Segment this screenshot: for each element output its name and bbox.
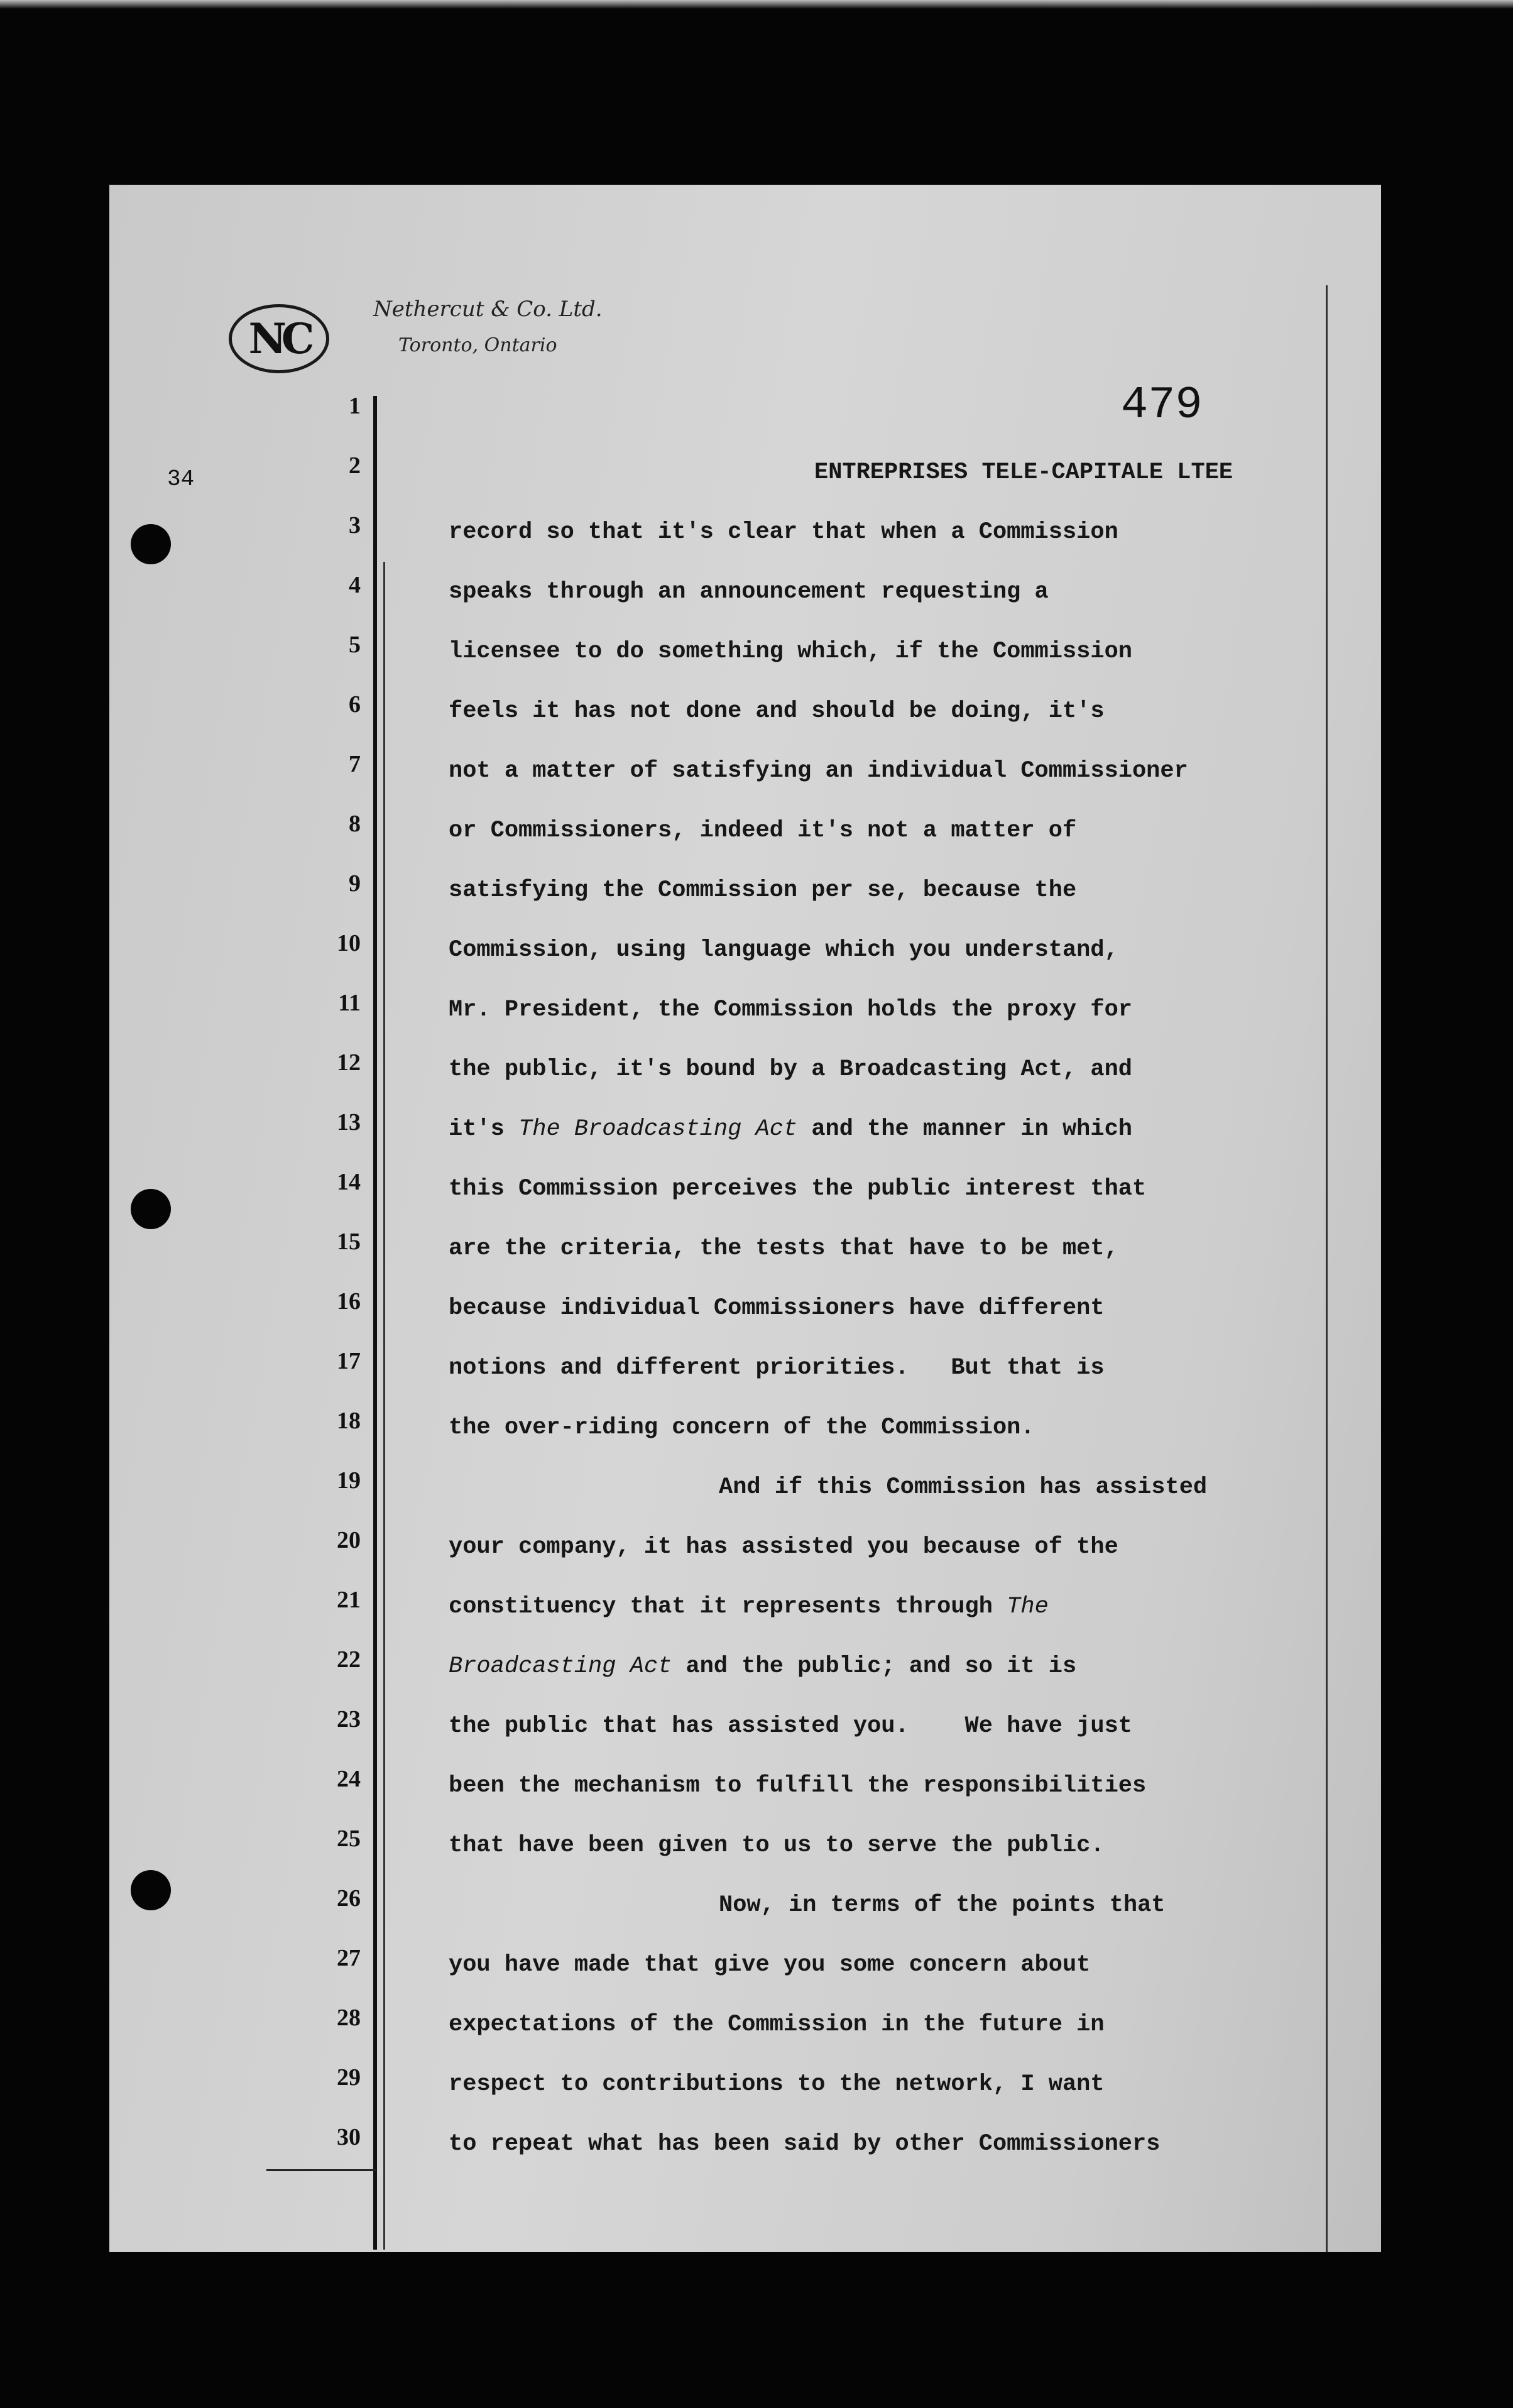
- transcript-line: [719, 1892, 1166, 1918]
- line-number: 25: [337, 1825, 361, 1852]
- line-text: notions and different priorities. But that is: [449, 1355, 1105, 1381]
- line-text: Now, in terms of the points that: [719, 1892, 1166, 1918]
- firm-name: Nethercut & Co. Ltd.: [373, 297, 603, 322]
- line-text: you have made that give you some concern about: [449, 1952, 1091, 1978]
- transcript-line: [449, 1653, 1076, 1680]
- nc-logo: NC: [229, 304, 329, 373]
- line-number: 28: [337, 2005, 361, 2031]
- transcript-line: [449, 1952, 1090, 1978]
- line-number: 23: [337, 1706, 361, 1732]
- line-number: 22: [337, 1646, 361, 1673]
- line-number: 16: [337, 1288, 361, 1315]
- transcript-line: [449, 1056, 1132, 1083]
- transcript-line: [449, 1355, 1105, 1381]
- line-text: and the public; and so it is: [672, 1653, 1077, 1680]
- line-text: because individual Commissioners have different: [449, 1295, 1105, 1322]
- line-number: 9: [349, 870, 361, 897]
- line-text: the public that has assisted you. We have just: [449, 1713, 1132, 1739]
- line-text: licensee to do something which, if the Commission: [449, 638, 1132, 665]
- line-text: speaks through an announcement requesting a: [449, 579, 1049, 605]
- line-text: it's: [449, 1116, 519, 1142]
- margin-rule-inner: [383, 562, 385, 2250]
- transcript-line: [449, 1176, 1146, 1202]
- line-number: 8: [349, 811, 361, 837]
- margin-note: 34: [167, 466, 195, 492]
- transcript-line: [449, 1235, 1118, 1262]
- line-text: and the manner in which: [797, 1116, 1132, 1142]
- punch-hole-middle: [131, 1189, 171, 1229]
- transcript-line: [449, 698, 1105, 725]
- line-number: 5: [349, 632, 361, 658]
- transcript-line: [449, 1534, 1118, 1560]
- line-text: not a matter of satisfying an individual Commissioner: [449, 758, 1188, 784]
- line-number: 27: [337, 1945, 361, 1971]
- line-30-underline: [266, 2169, 376, 2171]
- line-number: 17: [337, 1348, 361, 1374]
- italic-act-title: Broadcasting Act: [449, 1653, 672, 1680]
- transcript-line: [449, 2131, 1160, 2157]
- running-title: ENTREPRISES TELE-CAPITALE LTEE: [814, 459, 1233, 486]
- transcript-line: [449, 1415, 1035, 1441]
- right-margin-rule: [1326, 285, 1328, 2252]
- line-number: 11: [338, 990, 361, 1016]
- line-text: to repeat what has been said by other Commissioners: [449, 2131, 1161, 2157]
- italic-act-title: The Broadcasting Act: [518, 1116, 798, 1142]
- page-number: 479: [1121, 380, 1203, 431]
- firm-location: Toronto, Ontario: [398, 334, 557, 356]
- line-text: constituency that it represents through: [449, 1594, 1007, 1620]
- line-number: 3: [349, 512, 361, 539]
- transcript-line: [449, 1713, 1132, 1739]
- transcript-line: [449, 758, 1188, 784]
- line-text: your company, it has assisted you because of the: [449, 1534, 1118, 1560]
- line-number: 29: [337, 2064, 361, 2091]
- line-text: this Commission perceives the public interest that: [449, 1176, 1147, 1202]
- line-number: 14: [337, 1169, 361, 1195]
- line-text: Commission, using language which you understand,: [449, 937, 1118, 963]
- scan-edge: [0, 0, 1513, 9]
- line-text: Mr. President, the Commission holds the proxy for: [449, 997, 1132, 1023]
- transcript-line: [449, 1832, 1105, 1859]
- transcript-line: [449, 2071, 1105, 2098]
- margin-rule: [373, 396, 377, 2250]
- line-text: satisfying the Commission per se, because the: [449, 877, 1077, 904]
- transcript-page: [109, 185, 1381, 2252]
- line-text: the public, it's bound by a Broadcasting Act, and: [449, 1056, 1132, 1083]
- transcript-line: [449, 519, 1118, 545]
- transcript-line: [449, 1773, 1146, 1799]
- line-number: 2: [349, 452, 361, 479]
- italic-act-title: The: [1007, 1594, 1049, 1620]
- line-number: 30: [337, 2124, 361, 2150]
- transcript-line: [449, 877, 1076, 904]
- line-number: 12: [337, 1049, 361, 1076]
- line-number: 7: [349, 751, 361, 777]
- punch-hole-top: [131, 524, 171, 564]
- line-number: 19: [337, 1467, 361, 1494]
- line-number: 4: [349, 572, 361, 598]
- transcript-line: [449, 2011, 1105, 2038]
- line-text: the over-riding concern of the Commission.: [449, 1415, 1035, 1441]
- line-text: or Commissioners, indeed it's not a matter of: [449, 818, 1077, 844]
- line-text: And if this Commission has assisted: [719, 1474, 1208, 1501]
- line-number: 21: [337, 1587, 361, 1613]
- transcript-line: [719, 1474, 1207, 1501]
- transcript-line: [449, 818, 1076, 844]
- line-text: feels it has not done and should be doing, it's: [449, 698, 1105, 725]
- transcript-line: [449, 937, 1118, 963]
- line-text: been the mechanism to fulfill the responsibilities: [449, 1773, 1147, 1799]
- transcript-line: [449, 997, 1132, 1023]
- transcript-line: [449, 638, 1132, 665]
- line-number: 6: [349, 691, 361, 718]
- transcript-line: [449, 1116, 1132, 1142]
- line-number: 1: [349, 393, 361, 419]
- line-number: 13: [337, 1109, 361, 1136]
- transcript-line: [449, 579, 1049, 605]
- punch-hole-bottom: [131, 1870, 171, 1910]
- transcript-line: [449, 1594, 1049, 1620]
- line-number: 18: [337, 1408, 361, 1434]
- line-number: 20: [337, 1527, 361, 1553]
- line-number: 26: [337, 1885, 361, 1912]
- line-text: are the criteria, the tests that have to be met,: [449, 1235, 1118, 1262]
- line-text: that have been given to us to serve the public.: [449, 1832, 1105, 1859]
- line-number: 15: [337, 1229, 361, 1255]
- line-number: 24: [337, 1766, 361, 1792]
- line-text: record so that it's clear that when a Commission: [449, 519, 1118, 545]
- transcript-line: [449, 1295, 1105, 1322]
- line-text: respect to contributions to the network, I want: [449, 2071, 1105, 2098]
- line-text: expectations of the Commission in the future in: [449, 2011, 1105, 2038]
- line-number: 10: [337, 930, 361, 956]
